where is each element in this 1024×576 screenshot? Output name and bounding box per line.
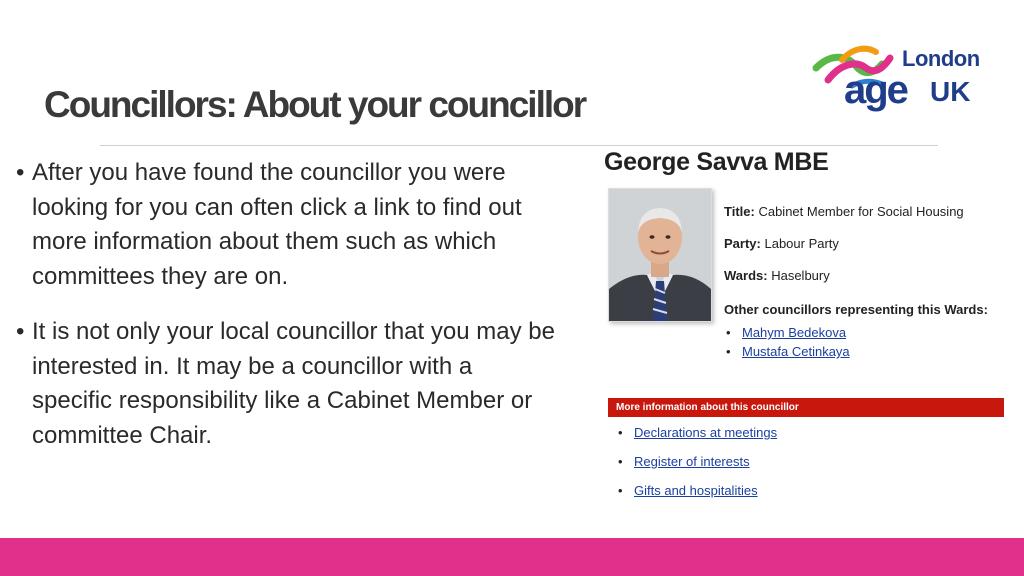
wards-value: Haselbury (771, 268, 830, 283)
bullet-dot: • (16, 159, 25, 186)
list-item (724, 325, 1014, 344)
wards-label: Wards: (724, 268, 768, 283)
party-label: Party: (724, 236, 761, 251)
councillor-photo (608, 188, 712, 322)
wards-row (724, 268, 1014, 300)
councillor-link[interactable]: Mahym Bedekova (742, 325, 847, 340)
declarations-link[interactable]: Declarations at meetings (634, 425, 778, 440)
register-interests-link[interactable]: Register of interests (634, 454, 750, 469)
bullet-item (16, 156, 556, 294)
bullet-dot: • (16, 318, 25, 345)
bullet-item (16, 315, 556, 453)
title-value: Cabinet Member for Social Housing (758, 204, 964, 219)
list-item (616, 454, 777, 483)
councillor-profile-screenshot (600, 148, 1010, 518)
other-councillors-list (724, 325, 1014, 363)
logo-uk-text: UK (930, 76, 971, 107)
more-info-list (616, 425, 777, 512)
councillor-details (724, 204, 1014, 363)
bullet-text: It is not only your local councillor that you may be interested in. It may be a councillor with a specific responsibility like a Cabinet Member or committee Chair. (32, 318, 555, 449)
list-item (724, 344, 1014, 363)
gifts-hospitalities-link[interactable]: Gifts and hospitalities (634, 483, 758, 498)
logo-london-text: London (902, 46, 980, 71)
councillor-link[interactable]: Mustafa Cetinkaya (742, 344, 850, 359)
party-row (724, 236, 1014, 268)
councillor-name: George Savva MBE (604, 148, 829, 176)
other-councillors-heading: Other councillors representing this Wards: (724, 302, 988, 317)
list-item (616, 425, 777, 454)
logo-age-text: age (844, 68, 907, 112)
bullet-list (16, 156, 556, 474)
title-divider (100, 145, 938, 146)
bullet-text: After you have found the councillor you were looking for you can often click a link to find out more information about them such as which committees they are on. (32, 159, 522, 290)
more-info-header: More information about this councillor (608, 398, 1004, 417)
list-item (616, 483, 777, 512)
slide-title: Councillors: About your councillor (44, 84, 586, 125)
title-label: Title: (724, 204, 755, 219)
party-value: Labour Party (764, 236, 839, 251)
footer-accent-bar (0, 538, 1024, 576)
age-uk-logo (812, 40, 982, 120)
portrait-image-icon (609, 189, 711, 321)
title-row (724, 204, 1014, 236)
